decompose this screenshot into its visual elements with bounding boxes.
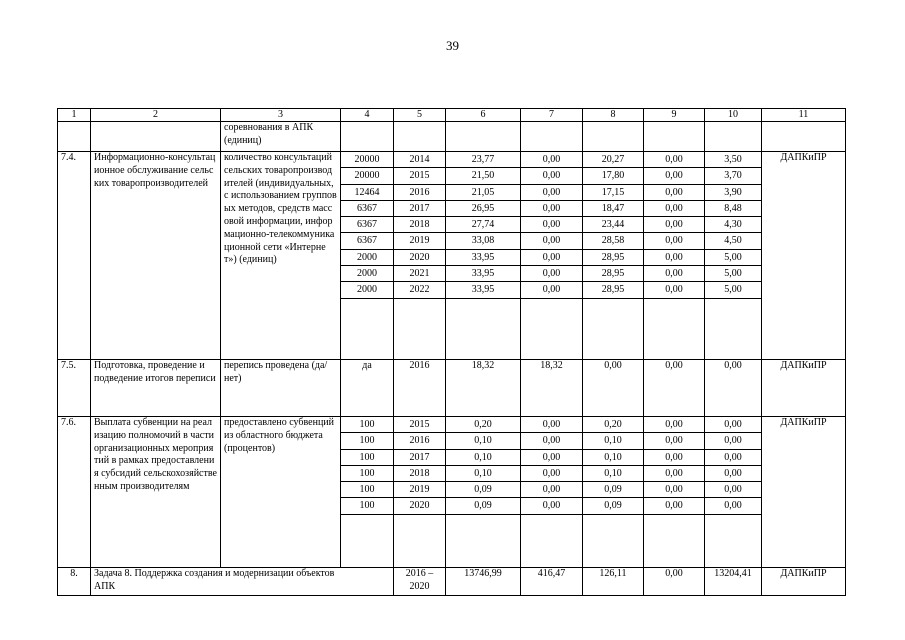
stack-cell: 0,09 (583, 498, 643, 514)
extra-stack (705, 417, 761, 515)
indicator-cell: соревнования в АПК (единиц) (221, 122, 341, 152)
total-stack (446, 417, 520, 515)
measure-name: Информационно-консультационное обслуживание сельских товаропроизводителей (91, 152, 221, 360)
stack-cell: 0,00 (644, 233, 704, 249)
indicator-cell: количество консультаций сельских товаропроизводителей (индивидуальных, с использованием групповых методов, средств массовой информации, информационно-телекоммуникационной сети «Интернет») (единиц) (221, 152, 341, 360)
stack-cell: 100 (341, 417, 393, 433)
year-stack (394, 417, 445, 515)
local-cell: 0,00 (644, 568, 705, 596)
stack-cell: 33,95 (446, 266, 520, 282)
stack-cell: 0,00 (521, 201, 582, 217)
stack-cell: 23,44 (583, 217, 643, 233)
stack-cell: 26,95 (446, 201, 520, 217)
header-cell: 8 (583, 109, 644, 122)
stack-cell: 0,10 (446, 433, 520, 449)
stack-cell: 2015 (394, 168, 445, 184)
stack-cell: 2016 (394, 433, 445, 449)
stack-cell: 100 (341, 466, 393, 482)
stack-cell: 0,09 (583, 482, 643, 498)
stack-cell: 6367 (341, 217, 393, 233)
stack-cell: 0,10 (583, 433, 643, 449)
stack-cell: 18,47 (583, 201, 643, 217)
header-cell: 10 (705, 109, 762, 122)
header-cell: 9 (644, 109, 705, 122)
year-cell: 2016 – 2020 (394, 568, 446, 596)
stack-cell: 2016 (394, 185, 445, 201)
stack-cell: 100 (341, 450, 393, 466)
stack-cell: 28,95 (583, 266, 643, 282)
stack-cell: 0,00 (521, 482, 582, 498)
stack-cell: 3,70 (705, 168, 761, 184)
year-stack (394, 152, 445, 299)
stack-cell: 4,30 (705, 217, 761, 233)
stack-cell: 0,00 (521, 217, 582, 233)
measure-name: Подготовка, проведение и подведение итогов переписи (91, 360, 221, 417)
stack-cell: 2015 (394, 417, 445, 433)
stack-cell: 0,00 (521, 466, 582, 482)
regional-stack (583, 152, 643, 299)
stack-cell: 0,00 (705, 433, 761, 449)
stack-cell: 0,00 (644, 450, 704, 466)
stack-cell: 0,10 (446, 450, 520, 466)
stack-cell: 2021 (394, 266, 445, 282)
stack-cell: 2000 (341, 250, 393, 266)
federal-stack (521, 152, 582, 299)
header-cell: 6 (446, 109, 521, 122)
stack-cell: 0,00 (705, 450, 761, 466)
indicator-cell: предоставлено субвенций из областного бюджета (процентов) (221, 417, 341, 568)
total-cell: 18,32 (446, 360, 521, 417)
stack-cell: 4,50 (705, 233, 761, 249)
header-cell: 2 (91, 109, 221, 122)
row-number: 7.6. (58, 417, 91, 568)
table-row (58, 568, 846, 596)
stack-cell: 28,95 (583, 250, 643, 266)
table-row (58, 360, 846, 417)
stack-cell: 27,74 (446, 217, 520, 233)
stack-cell: 20,27 (583, 152, 643, 168)
stack-cell: 8,48 (705, 201, 761, 217)
stack-cell: 0,09 (446, 482, 520, 498)
stack-cell: 5,00 (705, 250, 761, 266)
stack-cell: 2020 (394, 250, 445, 266)
stack-cell: 0,00 (644, 466, 704, 482)
stack-cell: 2017 (394, 201, 445, 217)
stack-cell: 5,00 (705, 282, 761, 298)
stack-cell: 0,00 (644, 266, 704, 282)
stack-cell: 0,00 (521, 498, 582, 514)
value-stack (341, 417, 393, 515)
stack-cell: 100 (341, 482, 393, 498)
continuation-row (58, 122, 846, 152)
stack-cell: 0,00 (521, 266, 582, 282)
stack-cell: 0,00 (521, 185, 582, 201)
local-stack (644, 417, 704, 515)
header-cell: 1 (58, 109, 91, 122)
stack-cell: 17,80 (583, 168, 643, 184)
measure-name: Выплата субвенции на реализацию полномочий в части организационных мероприятий в рамках предоставления субсидий сельскохозяйственным производителям (91, 417, 221, 568)
stack-cell: 2017 (394, 450, 445, 466)
header-cell: 11 (762, 109, 846, 122)
executor-cell: ДАПКиПР (762, 568, 846, 596)
header-cell: 7 (521, 109, 583, 122)
stack-cell: 23,77 (446, 152, 520, 168)
local-stack (644, 152, 704, 299)
executor-cell: ДАПКиПР (762, 417, 846, 568)
stack-cell: 0,00 (521, 282, 582, 298)
stack-cell: 12464 (341, 185, 393, 201)
stack-cell: 0,00 (521, 450, 582, 466)
header-cell: 4 (341, 109, 394, 122)
header-cell: 3 (221, 109, 341, 122)
year-cell: 2016 (394, 360, 446, 417)
indicator-cell: перепись проведена (да/нет) (221, 360, 341, 417)
stack-cell: 0,20 (446, 417, 520, 433)
stack-cell: 0,09 (446, 498, 520, 514)
stack-cell: 0,00 (644, 152, 704, 168)
extra-cell: 0,00 (705, 360, 762, 417)
stack-cell: 28,95 (583, 282, 643, 298)
stack-cell: 0,10 (583, 450, 643, 466)
stack-cell: 21,50 (446, 168, 520, 184)
stack-cell: 0,00 (521, 417, 582, 433)
stack-cell: 100 (341, 433, 393, 449)
stack-cell: 0,00 (521, 152, 582, 168)
federal-stack (521, 417, 582, 515)
value-stack (341, 152, 393, 299)
stack-cell: 0,10 (583, 466, 643, 482)
stack-cell: 0,00 (644, 417, 704, 433)
stack-cell: 0,00 (644, 168, 704, 184)
row-number: 7.4. (58, 152, 91, 360)
stack-cell: 2020 (394, 498, 445, 514)
stack-cell: 0,20 (583, 417, 643, 433)
row-number: 8. (58, 568, 91, 596)
stack-cell: 33,95 (446, 282, 520, 298)
executor-cell: ДАПКиПР (762, 152, 846, 360)
stack-cell: 33,08 (446, 233, 520, 249)
stack-cell: 0,00 (705, 466, 761, 482)
header-row (58, 109, 846, 122)
stack-cell: 0,10 (446, 466, 520, 482)
executor-cell: ДАПКиПР (762, 360, 846, 417)
local-cell: 0,00 (644, 360, 705, 417)
stack-cell: 6367 (341, 233, 393, 249)
stack-cell: 100 (341, 498, 393, 514)
program-table (57, 108, 846, 596)
stack-cell: 0,00 (705, 482, 761, 498)
stack-cell: 0,00 (521, 250, 582, 266)
stack-cell: 2019 (394, 233, 445, 249)
task-name: Задача 8. Поддержка создания и модернизации объектов АПК (91, 568, 394, 596)
page-number: 39 (446, 38, 459, 53)
stack-cell: 0,00 (705, 417, 761, 433)
stack-cell: 0,00 (644, 282, 704, 298)
stack-cell: 0,00 (705, 498, 761, 514)
total-cell: 13746,99 (446, 568, 521, 596)
federal-cell: 18,32 (521, 360, 583, 417)
stack-cell: 20000 (341, 168, 393, 184)
stack-cell: 2014 (394, 152, 445, 168)
stack-cell: 6367 (341, 201, 393, 217)
extra-cell: 13204,41 (705, 568, 762, 596)
stack-cell: 33,95 (446, 250, 520, 266)
value-cell: да (341, 360, 394, 417)
stack-cell: 0,00 (644, 185, 704, 201)
stack-cell: 5,00 (705, 266, 761, 282)
stack-cell: 0,00 (644, 498, 704, 514)
regional-cell: 0,00 (583, 360, 644, 417)
total-stack (446, 152, 520, 299)
stack-cell: 0,00 (644, 201, 704, 217)
row-number: 7.5. (58, 360, 91, 417)
stack-cell: 0,00 (521, 168, 582, 184)
stack-cell: 2022 (394, 282, 445, 298)
stack-cell: 2019 (394, 482, 445, 498)
regional-cell: 126,11 (583, 568, 644, 596)
stack-cell: 21,05 (446, 185, 520, 201)
stack-cell: 0,00 (644, 250, 704, 266)
regional-stack (583, 417, 643, 515)
stack-cell: 3,90 (705, 185, 761, 201)
stack-cell: 0,00 (644, 482, 704, 498)
header-cell: 5 (394, 109, 446, 122)
stack-cell: 0,00 (644, 217, 704, 233)
stack-cell: 2000 (341, 266, 393, 282)
stack-cell: 2000 (341, 282, 393, 298)
stack-cell: 0,00 (644, 433, 704, 449)
stack-cell: 17,15 (583, 185, 643, 201)
table-row (58, 417, 846, 568)
stack-cell: 3,50 (705, 152, 761, 168)
table-row (58, 152, 846, 360)
federal-cell: 416,47 (521, 568, 583, 596)
stack-cell: 2018 (394, 217, 445, 233)
stack-cell: 0,00 (521, 433, 582, 449)
stack-cell: 28,58 (583, 233, 643, 249)
stack-cell: 0,00 (521, 233, 582, 249)
stack-cell: 20000 (341, 152, 393, 168)
extra-stack (705, 152, 761, 299)
stack-cell: 2018 (394, 466, 445, 482)
